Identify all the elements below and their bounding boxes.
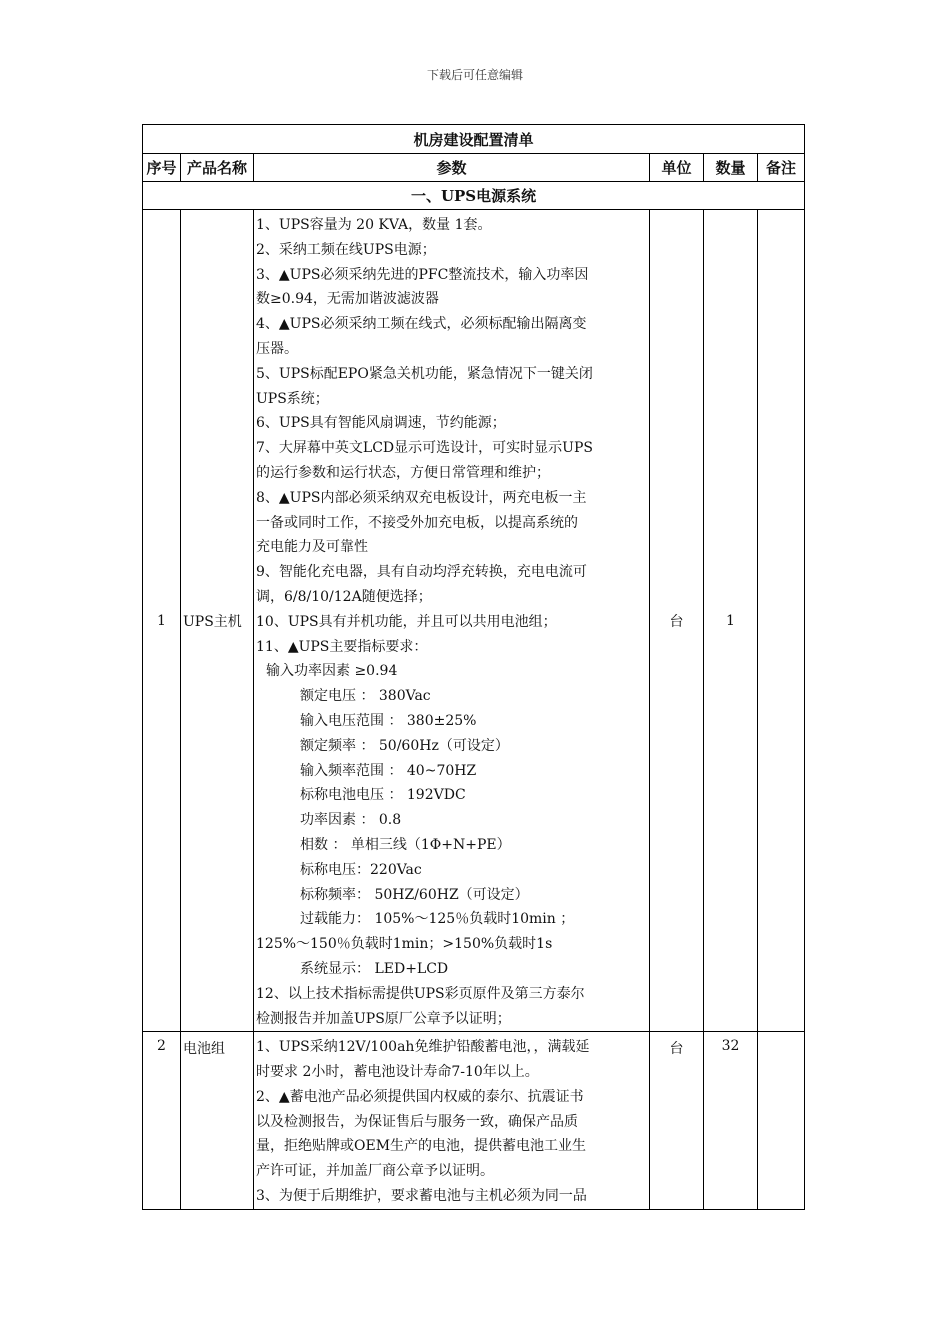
- param-line: 9、智能化充电器，具有自动均浮充转换，充电电流可: [256, 564, 587, 581]
- param-line: 以及检测报告，为保证售后与服务一致，确保产品质: [256, 1113, 578, 1130]
- param-line: 125%～150％负载时1min；>150%负载时1s: [256, 936, 553, 953]
- param-line: 数≥0.94，无需加谐波滤波器: [256, 291, 439, 308]
- param-line: 额定电压 ： 380Vac: [300, 688, 431, 705]
- param-line: 3、为便于后期维护，要求蓄电池与主机必须为同一品: [256, 1188, 587, 1205]
- param-line: 2、采纳工频在线UPS电源；: [256, 241, 436, 258]
- config-table: [142, 124, 805, 1210]
- param-line: 时要求 2小时，蓄电池设计寿命7-10年以上。: [256, 1064, 539, 1081]
- param-line: 3、▲UPS必须采纳先进的PFC整流技术，输入功率因: [256, 266, 589, 283]
- param-line: 1、UPS采纳12V/100ah免维护铅酸蓄电池，，满载延: [256, 1039, 590, 1056]
- param-line: 产许可证，并加盖厂商公章予以证明。: [256, 1163, 494, 1180]
- param-line: 输入功率因素 ≥0.94: [266, 663, 398, 680]
- param-line: 2、▲蓄电池产品必须提供国内权威的泰尔、抗震证书: [256, 1088, 584, 1105]
- row-no: 2: [143, 1032, 181, 1210]
- table-title-row: [143, 125, 805, 154]
- row-params: [254, 1032, 650, 1210]
- param-line: 一备或同时工作，不接受外加充电板，以提高系统的: [256, 514, 578, 531]
- section-title: 一、UPS电源系统: [143, 182, 805, 210]
- row-remark: [758, 210, 805, 1032]
- row-remark: [758, 1032, 805, 1210]
- param-line: 10、UPS具有并机功能，并且可以共用电池组；: [256, 613, 557, 630]
- column-header-qty: 数量: [704, 154, 758, 182]
- row-unit: 台: [650, 1032, 704, 1210]
- param-line: 标称电池电压 ： 192VDC: [300, 787, 466, 804]
- param-line: 检测报告并加盖UPS原厂公章予以证明；: [256, 1010, 511, 1027]
- row-qty: 32: [704, 1032, 758, 1210]
- table-row: [143, 1032, 805, 1210]
- section-row: [143, 182, 805, 210]
- param-line: 相数 ： 单相三线（1Φ+N+PE）: [300, 836, 511, 853]
- column-header-name: 产品名称: [181, 154, 254, 182]
- param-line: 标称频率： 50HZ/60HZ（可设定）: [300, 886, 529, 903]
- param-line: 7、大屏幕中英文LCD显示可选设计，可实时显示UPS: [256, 440, 593, 457]
- param-line: 输入电压范围 ： 380±25%: [300, 712, 477, 729]
- param-line: 8、▲UPS内部必须采纳双充电板设计，两充电板一主: [256, 489, 587, 506]
- param-line: 标称电压：220Vac: [300, 861, 422, 878]
- param-line: 充电能力及可靠性: [256, 539, 368, 556]
- row-product-name: 电池组: [181, 1032, 254, 1210]
- param-line: 额定频率 ： 50/60Hz（可设定）: [300, 737, 509, 754]
- header-note: 下载后可任意编辑: [426, 68, 523, 82]
- row-no: 1: [143, 210, 181, 1032]
- param-line: 12、以上技术指标需提供UPS彩页原件及第三方泰尔: [256, 985, 585, 1002]
- param-line: 11、▲UPS主要指标要求：: [256, 638, 428, 655]
- column-header-no: 序号: [143, 154, 181, 182]
- param-line: 调，6/8/10/12A随便选择；: [256, 588, 432, 605]
- param-line: 4、▲UPS必须采纳工频在线式，必须标配输出隔离变: [256, 316, 587, 333]
- column-header-remark: 备注: [758, 154, 805, 182]
- param-line: 压器。: [256, 340, 298, 357]
- table-row: [143, 210, 805, 1032]
- param-line: 功率因素 ： 0.8: [300, 812, 402, 829]
- param-line: 输入频率范围 ： 40~70HZ: [300, 762, 477, 779]
- row-unit: 台: [650, 210, 704, 1032]
- row-qty: 1: [704, 210, 758, 1032]
- param-line: 5、UPS标配EPO紧急关机功能，紧急情况下一键关闭: [256, 365, 593, 382]
- row-product-name: UPS主机: [181, 210, 254, 1032]
- column-header-params: 参数: [254, 154, 650, 182]
- param-line: 量，拒绝贴牌或OEM生产的电池，提供蓄电池工业生: [256, 1138, 587, 1155]
- table-title: 机房建设配置清单: [143, 125, 805, 154]
- param-line: 的运行参数和运行状态，方便日常管理和维护；: [256, 464, 550, 481]
- param-line: UPS系统；: [256, 390, 329, 407]
- row-params: [254, 210, 650, 1032]
- param-line: 6、UPS具有智能风扇调速，节约能源；: [256, 415, 506, 432]
- column-header-unit: 单位: [650, 154, 704, 182]
- table-header-row: [143, 154, 805, 182]
- param-line: 系统显示： LED+LCD: [300, 960, 449, 977]
- param-line: 1、UPS容量为 20 KVA，数量 1套。: [256, 217, 492, 233]
- param-line: 过载能力： 105%～125％负载时10min ；: [300, 911, 575, 928]
